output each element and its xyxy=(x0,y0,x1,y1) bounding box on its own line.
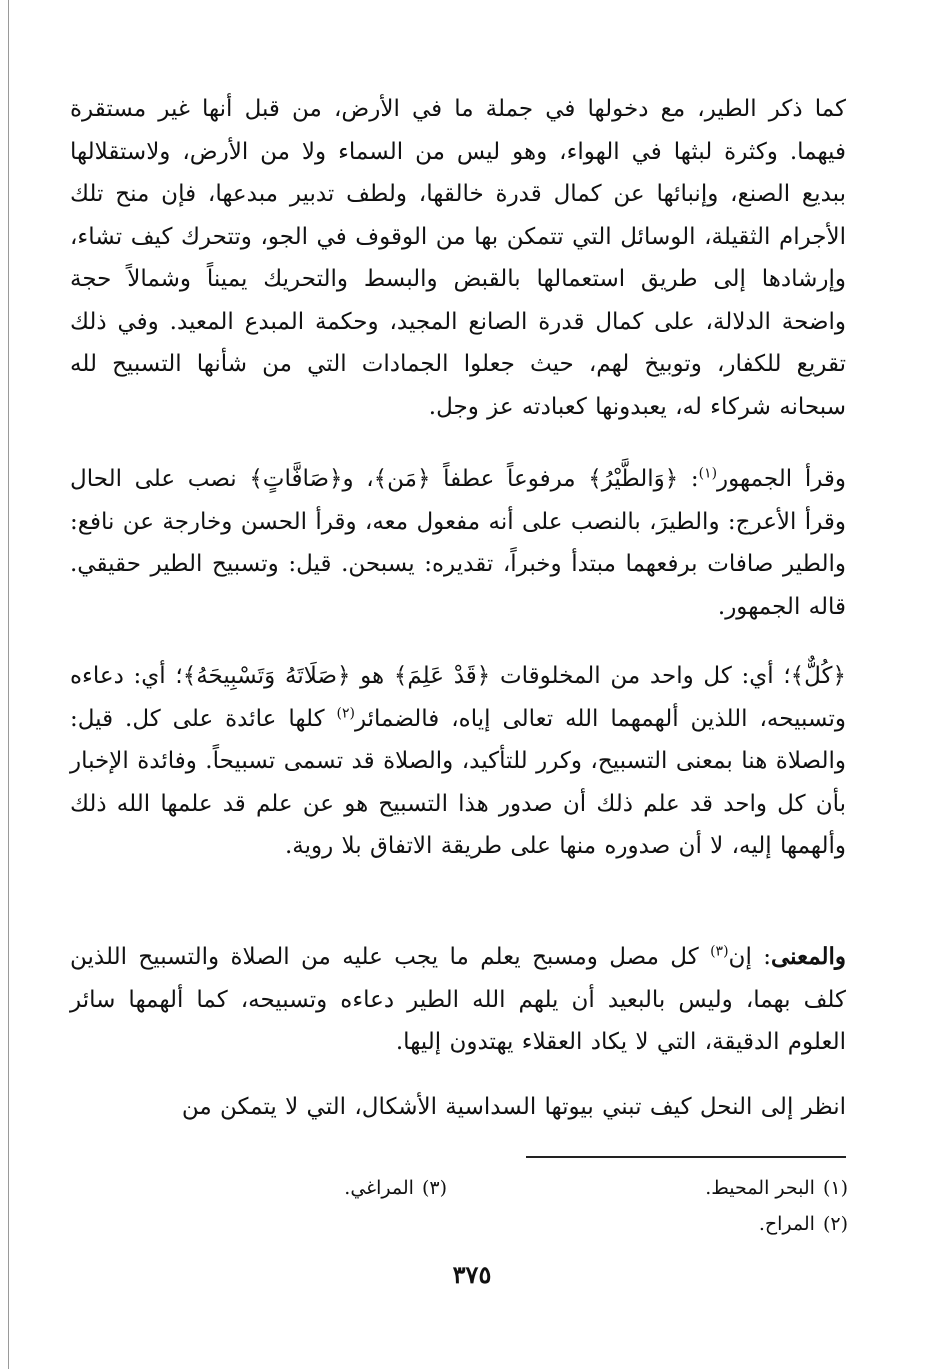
footnote-separator xyxy=(526,1156,846,1158)
paragraph-text: كل مصل ومسبح يعلم ما يجب عليه من الصلاة والتسبيح اللذين كلف بهما، وليس بالبعيد أن يلهم الله الطير دعاءه وتسبيحه، كما ألهمها سائر العلوم الدقيقة، التي لا يكاد العقلاء يهتدون إليها. xyxy=(70,944,846,1055)
footnote-number: (٣) xyxy=(421,1177,447,1199)
footnote-3 xyxy=(344,1175,447,1201)
footnote-ref-2: (٢) xyxy=(336,704,355,721)
footnote-text: البحر المحيط. xyxy=(705,1177,815,1199)
paragraph-text: كما ذكر الطير، مع دخولها في جملة ما في الأرض، من قبل أنها غير مستقرة فيهما. وكثرة لبثها في الهواء، وهو ليس من السماء ولا من الأرض، ولاستقلالها ببديع الصنع، وإنبائها عن كمال قدرة خالقها، ولطف تدبير مبدعها، فإن منح تلك الأجرام الثقيلة، الوسائل التي تتمكن بها من الوقوف في الجو، وتتحرك كيف تشاء، وإرشادها إلى طريق استعمالها بالقبض والبسط والتحريك يميناً وشمالاً حجة واضحة الدلالة، على كمال قدرة الصانع المجيد، وحكمة المبدع المعيد. وفي ذلك تقريع للكفار، وتوبيخ لهم، حيث جعلوا الجمادات التي من شأنها التسبيح لله سبحانه شركاء له، يعبدونها كعبادته عز وجل. xyxy=(70,96,847,420)
footnote-number: (٢) xyxy=(822,1213,848,1235)
paragraph-text: : إن xyxy=(728,944,771,970)
paragraph-text: كلها عائدة على كل. قيل: والصلاة هنا بمعنى التسبيح، وكرر للتأكيد، والصلاة قد تسمى تسبيحاً. وفائدة الإخبار بأن كل واحد قد علم ذلك أن صدور هذا التسبيح هو عن علم قد علمها الله ذلك وألهمها إليه، لا أن صدوره منها على طريقة الاتفاق بلا روية. xyxy=(70,705,846,859)
footnote-text: المراغي. xyxy=(344,1177,414,1199)
paragraph-meaning xyxy=(70,936,846,1064)
meaning-heading: والمعنى xyxy=(770,943,846,970)
page-edge-line xyxy=(8,0,9,1369)
paragraph-text: : ﴿وَالطَّيْرُ﴾ مرفوعاً عطفاً ﴿مَن﴾، و﴿صَافَّاتٍ﴾ نصب على الحال وقرأ الأعرج: والطيرَ، بالنصب على أنه مفعول معه، وقرأ الحسن وخارجة عن نافع: والطير صافات برفعهما مبتدأ وخبراً، تقديره: يسبحن. قيل: وتسبيح الطير حقيقي. قاله الجمهور. xyxy=(70,466,846,620)
footnote-2 xyxy=(759,1211,848,1237)
footnote-text: المراح. xyxy=(758,1213,815,1235)
paragraph-text: ﴿كُلٌّ﴾؛ أي: كل واحد من المخلوقات ﴿قَدْ عَلِمَ﴾ هو ﴿صَلَاتَهُ وَتَسْبِيحَهُ﴾؛ أي: دعاءه وتسبيحه، اللذين ألهمهما الله تعالى إياه، فالضمائر xyxy=(70,663,846,732)
paragraph-text: وقرأ الجمهور xyxy=(717,466,847,492)
footnote-number: (١) xyxy=(822,1177,848,1199)
paragraph-readings xyxy=(70,458,846,628)
footnote-ref-3: (٣) xyxy=(710,943,729,960)
page-number: ٣٧٥ xyxy=(452,1260,492,1289)
footnote-ref-1: (١) xyxy=(698,465,718,482)
paragraph-bees xyxy=(70,1086,846,1129)
paragraph-each-knows xyxy=(70,655,846,868)
footnote-1 xyxy=(705,1175,848,1201)
paragraph-text: انظر إلى النحل كيف تبني بيوتها السداسية الأشكال، التي لا يتمكن من xyxy=(181,1094,846,1120)
paragraph-birds-flight xyxy=(70,88,846,428)
